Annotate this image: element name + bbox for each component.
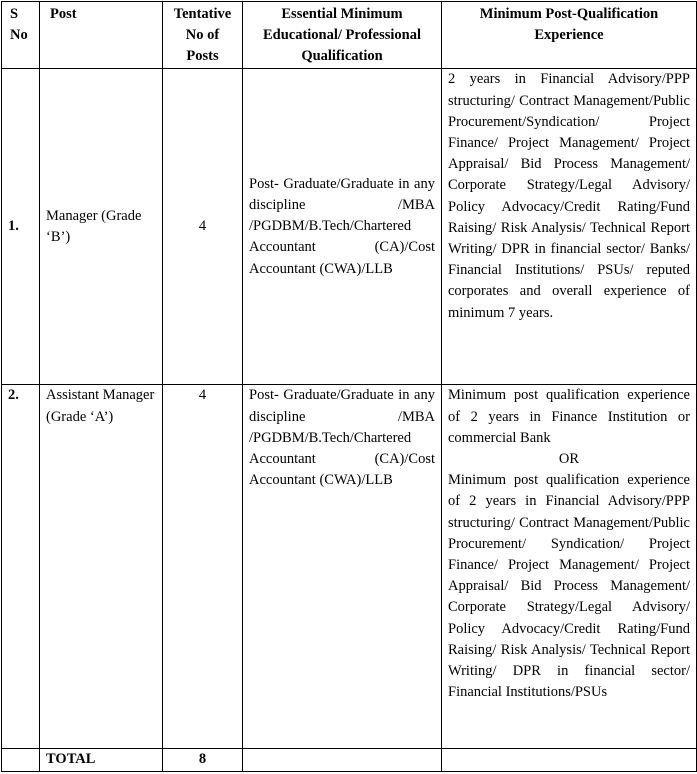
- table-row: [2, 385, 697, 749]
- vacancy-table: [1, 1, 697, 772]
- header-post: Post: [40, 2, 163, 69]
- row-count: 4: [163, 69, 243, 385]
- total-qualification-empty: [243, 749, 442, 771]
- row-count: 4: [163, 385, 243, 749]
- experience-option-2: Minimum post qualification experience of 2 years in Financial Advisory/PPP structuring/ Contract Management/Public Procurement/ Syndication/ Project Finance/ Project Management/ Project Appraisal/ Bid Process Management/ Corporate Strategy/Legal Advisory/ Policy Advocacy/Credit Rating/Fund Raising/ Risk Analysis/ Technical Report Writing/ DPR in financial sector/ Financial Institutions/PSUs: [448, 472, 690, 701]
- row-sno: 1.: [2, 69, 40, 385]
- experience-or: OR: [558, 451, 580, 467]
- total-sno-empty: [2, 749, 40, 771]
- experience-option-1: Minimum post qualification experience of 2 years in Finance Institution or commercial Bank: [448, 387, 690, 446]
- row-post: Assistant Manager (Grade ‘A’): [40, 385, 163, 749]
- total-count: 8: [163, 749, 243, 771]
- row-qualification: Post- Graduate/Graduate in any discipline /MBA /PGDBM/B.Tech/Chartered Accountant (CA)/Cost Accountant (CWA)/LLB: [243, 385, 442, 749]
- header-posts-count: Tentative No of Posts: [163, 2, 243, 69]
- total-label: TOTAL: [40, 749, 163, 771]
- header-qualification: Essential Minimum Educational/ Professional Qualification: [243, 2, 442, 69]
- row-post: Manager (Grade ‘B’): [40, 69, 163, 385]
- total-row: [2, 749, 697, 771]
- table-header-row: [2, 2, 697, 69]
- row-sno: 2.: [2, 385, 40, 749]
- header-sno: S No: [2, 2, 40, 69]
- row-experience: 2 years in Financial Advisory/PPP structuring/ Contract Management/Public Procurement/Syndication/ Project Finance/ Project Management/ Project Appraisal/ Bid Process Management/ Corporate Strategy/Legal Advisory/ Policy Advocacy/Credit Rating/Fund Raising/ Risk Analysis/ Technical Report Writing/ DPR in financial sector/ Banks/ Financial Institutions/ PSUs/ reputed corporates and overall experience of minimum 7 years.: [442, 69, 697, 385]
- total-experience-empty: [442, 749, 697, 771]
- row-qualification: Post- Graduate/Graduate in any discipline /MBA /PGDBM/B.Tech/Chartered Accountant (CA)/Cost Accountant (CWA)/LLB: [243, 69, 442, 385]
- header-experience: Minimum Post-Qualification Experience: [442, 2, 697, 69]
- row-experience: [442, 385, 697, 749]
- table-row: [2, 69, 697, 385]
